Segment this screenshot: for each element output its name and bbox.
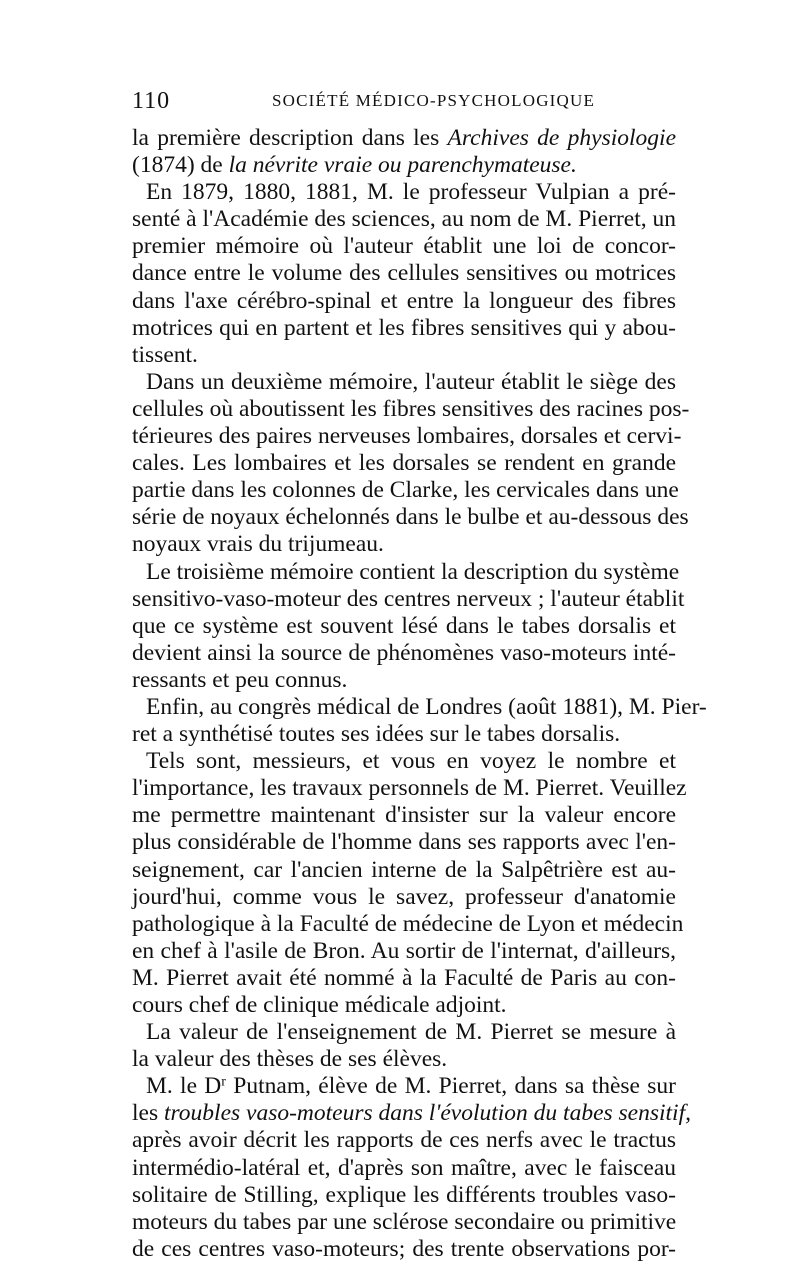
text-segment: (1874) de	[132, 152, 229, 179]
text-line	[132, 125, 676, 152]
text-segment: premier mémoire où l'auteur établit une loi de concor-	[132, 233, 676, 260]
text-segment: senté à l'Académie des sciences, au nom de M. Pierret, un	[132, 206, 676, 233]
text-line	[132, 1046, 676, 1073]
text-segment: En 1879, 1880, 1881, M. le professeur Vulpian a pré-	[146, 179, 676, 206]
text-segment: me permettre maintenant d'insister sur la valeur encore	[132, 802, 676, 829]
text-segment: jourd'hui, comme vous le savez, professeur d'anatomie	[132, 883, 676, 910]
text-line	[132, 667, 676, 694]
text-line	[132, 260, 676, 287]
text-line	[132, 477, 679, 504]
text-segment: tissent.	[132, 341, 198, 368]
text-line	[132, 179, 676, 206]
text-segment: motrices qui en partent et les fibres sensitives qui y abou-	[132, 314, 676, 341]
text-segment: en chef à l'asile de Bron. Au sortir de l'internat, d'ailleurs,	[132, 937, 676, 964]
text-segment: Le troisième mémoire contient la description du système	[146, 558, 680, 585]
text-line	[132, 1182, 676, 1209]
text-line	[132, 423, 682, 450]
text-segment: cellules où aboutissent les fibres sensitives des racines pos-	[132, 395, 690, 422]
italic-text: Archives de physiologie	[447, 125, 677, 151]
text-segment: ret a synthétisé toutes ses idées sur le tabes dorsalis.	[132, 721, 621, 748]
text-segment: cales. Les lombaires et les dorsales se rendent en grande	[132, 450, 676, 477]
text-segment: Enfin, au congrès médical de Londres (août 1881), M. Pier-	[146, 693, 707, 720]
text-line	[132, 992, 676, 1019]
text-line	[132, 504, 689, 531]
running-head: SOCIÉTÉ MÉDICO-PSYCHOLOGIQUE	[272, 91, 596, 110]
text-line	[132, 613, 676, 640]
text-segment: La valeur de l'enseignement de M. Pierret se mesure à	[146, 1019, 676, 1046]
text-line	[132, 910, 684, 938]
text-segment: moteurs du tabes par une sclérose secondaire ou primitive	[132, 1208, 677, 1235]
text-segment: série de noyaux échelonnés dans le bulbe et au-dessous des	[132, 504, 689, 531]
text-line	[132, 1127, 676, 1154]
text-line	[132, 315, 676, 342]
text-segment: devient ainsi la source de phénomènes vaso-moteurs inté-	[132, 639, 676, 666]
text-line	[132, 748, 676, 775]
text-line	[132, 152, 676, 179]
text-line	[132, 369, 676, 396]
text-segment: ressants et peu connus.	[132, 666, 348, 693]
text-line	[132, 693, 707, 721]
page-number: 110	[132, 88, 171, 114]
text-segment: pathologique à la Faculté de médecine de Lyon et médecin	[132, 910, 684, 937]
text-segment: cours chef de clinique médicale adjoint.	[132, 992, 507, 1018]
text-segment: partie dans les colonnes de Clarke, les cervicales dans une	[132, 477, 679, 504]
text-segment: que ce système est souvent lésé dans le tabes dorsalis et	[132, 612, 676, 639]
text-segment: Tels sont, messieurs, et vous en voyez le nombre et	[146, 748, 676, 775]
text-line	[132, 395, 690, 423]
text-segment: térieures des paires nerveuses lombaires, dorsales et cervi-	[132, 423, 682, 450]
text-line	[132, 1100, 691, 1127]
text-segment: Putnam, élève de M. Pierret, dans sa thèse sur	[226, 1073, 676, 1100]
text-segment: solitaire de Stilling, explique les différents troubles vaso-	[132, 1181, 676, 1208]
body-text	[132, 125, 707, 1263]
text-segment: intermédio-latéral et, d'après son maître, avec le faisceau	[132, 1154, 676, 1181]
text-line	[132, 531, 676, 558]
text-line	[132, 450, 676, 477]
text-segment: plus considérable de l'homme dans ses rapports avec l'en-	[132, 829, 676, 856]
text-line	[132, 342, 676, 369]
text-segment: de ces centres vaso-moteurs; des trente observations por-	[132, 1235, 676, 1262]
text-line	[132, 1073, 676, 1100]
text-segment: dans l'axe cérébro-spinal et entre la longueur des fibres	[132, 287, 676, 314]
text-segment: les	[132, 1100, 164, 1127]
text-line	[132, 884, 676, 911]
superscript: r	[221, 1073, 226, 1090]
text-segment: la première description dans les	[132, 125, 448, 151]
text-line	[132, 233, 676, 260]
text-segment: après avoir décrit les rapports de ces nerfs avec le tractus	[132, 1127, 676, 1154]
text-line	[132, 775, 687, 802]
text-line	[132, 938, 676, 965]
text-line	[132, 721, 676, 748]
text-segment: M. Pierret avait été nommé à la Faculté de Paris au con-	[132, 964, 676, 991]
text-segment: seignement, car l'ancien interne de la Salpêtrière est au-	[132, 856, 676, 883]
text-line	[132, 1209, 676, 1236]
text-segment: M. le D	[146, 1073, 222, 1100]
text-segment: l'importance, les travaux personnels de M. Pierret. Veuillez	[132, 775, 687, 802]
text-line	[132, 558, 680, 586]
text-line	[132, 829, 676, 856]
text-segment: noyaux vrais du trijumeau.	[132, 531, 384, 558]
italic-text: troubles vaso-moteurs dans l'évolution du tabes sensitif,	[163, 1100, 691, 1127]
text-segment: Dans un deuxième mémoire, l'auteur établit le siège des	[146, 368, 676, 395]
italic-text: la névrite vraie ou parenchymateuse.	[228, 152, 577, 179]
text-line	[132, 640, 676, 667]
text-line	[132, 857, 676, 884]
text-line	[132, 1019, 676, 1046]
text-segment: la valeur des thèses de ses élèves.	[132, 1046, 448, 1073]
text-line	[132, 1236, 676, 1263]
text-line	[132, 965, 676, 992]
text-segment: sensitivo-vaso-moteur des centres nerveux ; l'auteur établit	[132, 585, 685, 612]
text-line	[132, 1155, 676, 1182]
text-line	[132, 585, 685, 613]
text-line	[132, 206, 676, 233]
text-line	[132, 288, 676, 315]
text-segment: dance entre le volume des cellules sensitives ou motrices	[132, 260, 676, 287]
text-line	[132, 802, 676, 829]
page-header	[132, 88, 676, 118]
